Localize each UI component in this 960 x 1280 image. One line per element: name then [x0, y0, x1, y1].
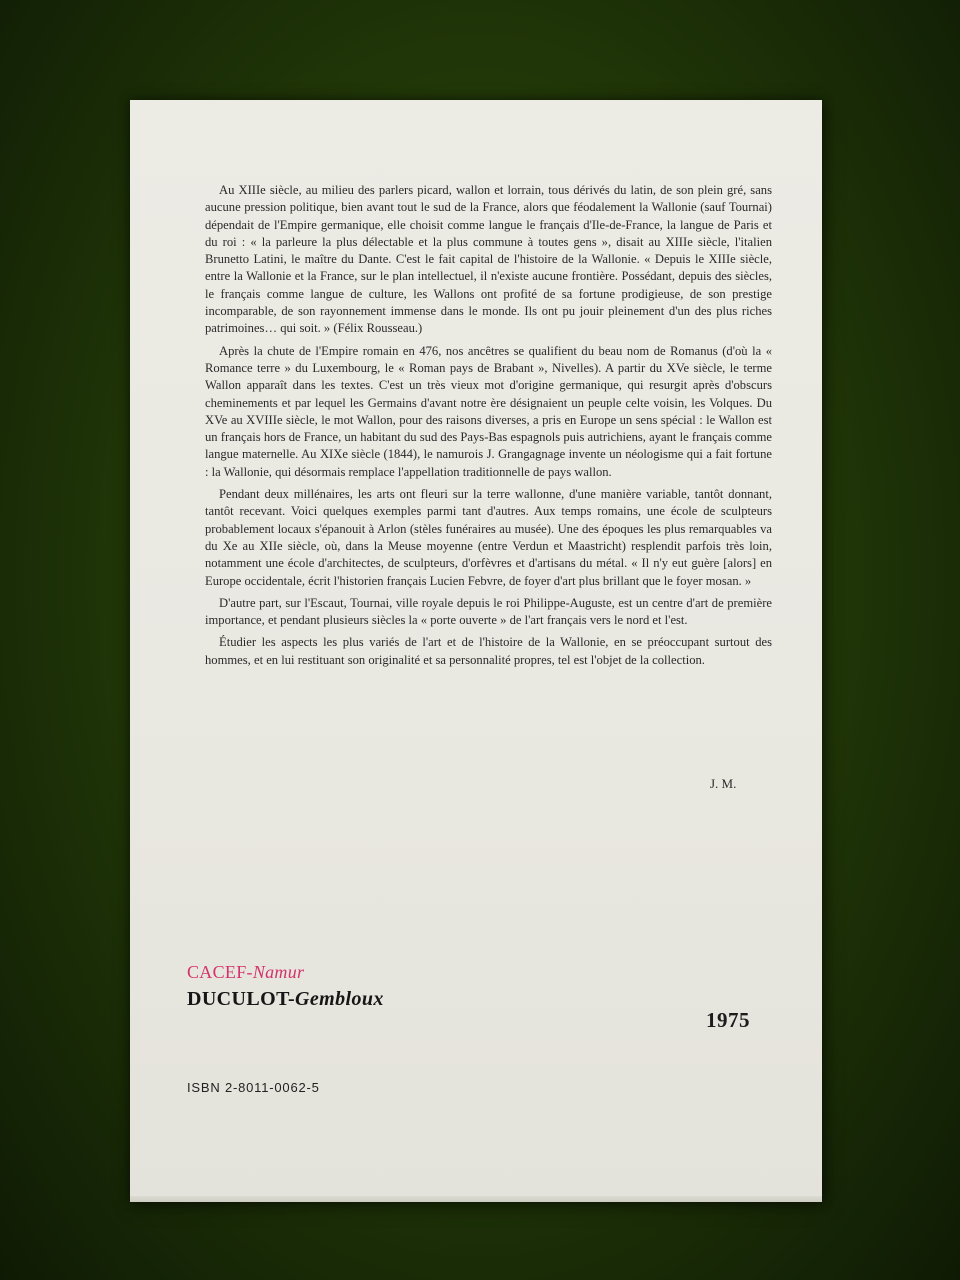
- publisher-duculot-city: Gembloux: [295, 988, 384, 1010]
- book-back-cover: [130, 100, 822, 1202]
- publication-year: 1975: [706, 1008, 750, 1032]
- blurb-text: [205, 182, 772, 674]
- publisher-cacef: [187, 962, 304, 983]
- author-initials: J. M.: [710, 776, 737, 791]
- publisher-cacef-city: Namur: [252, 962, 305, 982]
- blurb-paragraph-2: Après la chute de l'Empire romain en 476, nos ancêtres se qualifient du beau nom de Romanus (d'où la « Romance terre » du Luxembourg, le « Roman pays de Brabant », Nivelles). A partir du XVe siècle, le terme Wallon apparaît dans les textes. C'est un très vieux mot d'origine germanique, qui resurgit après d'obscurs cheminements et par lequel les Germains d'avant notre ère désignaient un peuple celte voisin, les Volques. Du XVe au XVIIIe siècle, le mot Wallon, pour des raisons diverses, a pris en Europe un sens spécial : le Wallon est un français hors de France, un habitant du sud des Pays-Bas espagnols puis autrichiens, ayant le français comme langue maternelle. Au XIXe siècle (1844), le namurois J. Grangagnage invente un néologisme qui a fait fortune : la Wallonie, qui désormais remplace l'appellation traditionnelle de pays wallon.: [205, 343, 772, 479]
- publisher-duculot: [187, 988, 384, 1011]
- blurb-paragraph-4: D'autre part, sur l'Escaut, Tournai, ville royale depuis le roi Philippe-Auguste, est un centre d'art de première importance, et pendant plusieurs siècles la « porte ouverte » de l'art français vers le nord et l'est.: [205, 595, 772, 628]
- publisher-duculot-name: DUCULOT-: [187, 988, 296, 1010]
- blurb-paragraph-3: Pendant deux millénaires, les arts ont fleuri sur la terre wallonne, d'une manière variable, tantôt donnant, tantôt recevant. Voici quelques exemples parmi tant d'autres. Aux temps romains, une école de sculpteurs probablement locaux s'épanouit à Arlon (stèles funéraires au musée). Une des époques les plus remarquables va du Xe au XIIe siècle, où, dans la Meuse moyenne (entre Verdun et Maastricht) resplendit parfois très loin, notamment une école d'architectes, de sculpteurs, d'orfèvres et d'artisans du métal. « Il n'y eut guère [alors] en Europe occidentale, écrit l'historien français Lucien Febvre, de foyer d'art plus brillant que le foyer mosan. »: [205, 487, 772, 588]
- blurb-paragraph-1: Au XIIIe siècle, au milieu des parlers picard, wallon et lorrain, tous dérivés du latin, de son plein gré, sans aucune pression politique, bien avant tout le sud de la France, alors que féodalement la Wallonie (sauf Tournai) dépendait de l'Empire germanique, elle choisit comme langue le français d'Ile-de-France, la langue de Paris et du roi : « la parleure la plus délectable et la plus commune à toutes gens », disait au XIIIe siècle, l'italien Brunetto Latini, le maître du Dante. C'est le fait capital de l'histoire de la Wallonie. « Depuis le XIIIe siècle, entre la Wallonie et la France, sur le plan intellectuel, il n'existe aucune frontière. Possédant, depuis des siècles, le français comme langue de culture, les Wallons ont profité de sa fortune prodigieuse, de son prestige incomparable, de son rayonnement immense dans le monde. Ils ont pu jouir pleinement d'un des plus riches patrimoines… qui soit. » (Félix Rousseau.): [205, 183, 772, 336]
- publisher-cacef-name: CACEF-: [187, 962, 253, 982]
- isbn-number: ISBN 2-8011-0062-5: [187, 1080, 320, 1095]
- blurb-paragraph-5: Étudier les aspects les plus variés de l'art et de l'histoire de la Wallonie, en se préoccupant surtout des hommes, et en lui restituant son originalité et sa personnalité propres, tel est l'objet de la collection.: [205, 635, 772, 667]
